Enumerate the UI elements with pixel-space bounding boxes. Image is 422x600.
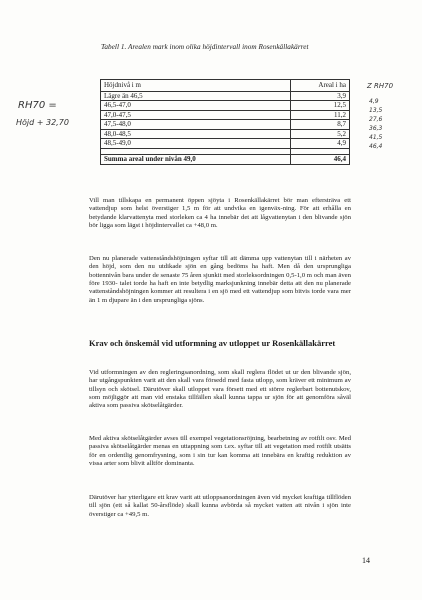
table-row (101, 129, 350, 139)
handwritten-value: 41,5 (369, 134, 383, 141)
section-heading: Krav och önskemål vid utformning av utloppet ur Rosenkällakärret (89, 338, 336, 348)
cell-level: 48,0-48,5 (101, 129, 291, 139)
area-table (100, 79, 350, 165)
handwritten-value: 4,9 (369, 98, 379, 105)
table-row (101, 120, 350, 130)
total-value: 46,4 (291, 155, 350, 165)
cell-area: 4,9 (291, 139, 350, 149)
handwritten-value: 13,5 (369, 107, 383, 114)
cell-level: Lägre än 46,5 (101, 91, 291, 101)
header-area: Areal i ha (291, 80, 350, 92)
paragraph-4: Med aktiva skötselåtgärder avses till exempel vegetationsröjning, bearbetning av rotfilt osv. Med passiva skötselåtgärder menas en uttappning som t.ex. syftar till att vegetation med rotfilt utsätts för en ordentlig genomfrysning, som i sin tur kan komma att innebära en kraftig reduktion av vissa arter som blivit alltför dominanta. (89, 435, 351, 468)
handwritten-value: 36,3 (369, 125, 383, 132)
paragraph-3: Vid utformningen av den regleringsanordning, som skall reglera flödet ut ur den blivande sjön, har utgångspunkten varit att den skall vara försedd med fasta utlopp, som kräver ett minimum av tillsyn och skötsel. Därutöver skall utloppet vara försett med ett större reglerbart bottenutskov, som möjliggör att man vid enstaka tillfällen skall kunna tappa ur sjön för att genomföra såväl aktiva som passiva skötselåtgärder. (89, 369, 351, 410)
cell-area: 12,5 (291, 101, 350, 111)
cell-level: 46,5-47,0 (101, 101, 291, 111)
table-row (101, 139, 350, 149)
table-caption: Tabell 1. Arealen mark inom olika höjdintervall inom Rosenkällakärret (101, 43, 309, 51)
paragraph-2: Den nu planerade vattenståndshöjningen syftar till att dämma upp vattenytan till i närheten av den höjd, som den nu utdikade sjön en gång bedöms ha haft. Men då den ursprungliga bottennivån bara under de senaste 75 åren sjunkit med storleksordningen 0,5-1,0 m och man även före 1930- talet torde ha haft en inte betydlig marksjunkning innebär detta att den nu planerade vattenståndshöjningen kommer att resultera i en sjö med ett vattendjup som bitvis torde vara mer än 1 m djupare än i den ursprungliga sjöns. (89, 255, 351, 304)
paragraph-5: Därutöver har ytterligare ett krav varit att utloppsanordningen även vid mycket kraftiga tillflöden till sjön (ett så kallat 50-årsflöde) skall kunna avbörda så mycket vatten att nivån i sjön inte överstiger ca +49,5 m. (89, 494, 351, 518)
cell-area: 5,2 (291, 129, 350, 139)
handwritten-value: 46,4 (369, 143, 383, 150)
handwritten-note-z-rh70: Z RH70 (367, 82, 394, 90)
page-number: 14 (362, 556, 370, 565)
table-total-row (101, 155, 350, 165)
handwritten-note-formula: Höjd + 32,70 (16, 118, 69, 127)
handwritten-note-rh70: RH70 = (18, 100, 57, 111)
table-header-row (101, 80, 350, 92)
cell-level: 47,5-48,0 (101, 120, 291, 130)
table-row (101, 101, 350, 111)
paragraph-1: Vill man tillskapa en permanent öppen sjöyta i Rosenkällakärret bör man eftersträva ett vattendjup som helst överstiger 1,5 m för att undvika en igenväx-ning. För att erhålla en betydande klarvattenyta med storleken ca 4 ha innebär det att lågvattenytan i den blivande sjön bör ligga som lägst i höjdintervallet ca +48,0 m. (89, 197, 351, 230)
table-row (101, 91, 350, 101)
table-row (101, 110, 350, 120)
cell-level: 48,5-49,0 (101, 139, 291, 149)
cell-level: 47,0-47,5 (101, 110, 291, 120)
total-label: Summa areal under nivån 49,0 (101, 155, 291, 165)
handwritten-value: 27,6 (369, 116, 383, 123)
cell-area: 11,2 (291, 110, 350, 120)
cell-area: 8,7 (291, 120, 350, 130)
cell-area: 3,9 (291, 91, 350, 101)
header-level: Höjdnivå i m (101, 80, 291, 92)
